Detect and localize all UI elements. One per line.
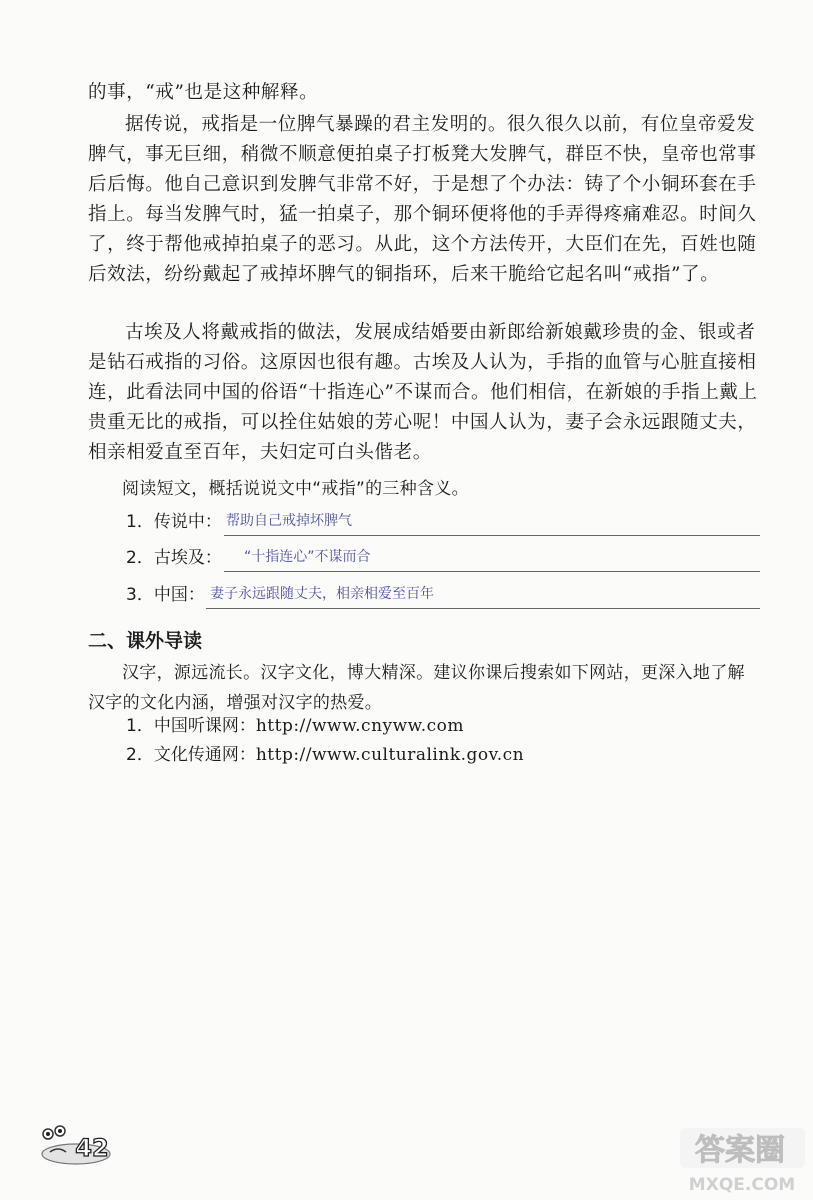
answer-line-3 — [126, 581, 760, 609]
answer-label: 1．传说中： — [126, 512, 222, 532]
section-title: 二、课外导读 — [88, 630, 203, 652]
link-label: 2．文化传通网： — [126, 745, 256, 765]
page-number: 42 — [75, 1134, 109, 1162]
watermark-site: MXQE.COM — [688, 1175, 796, 1195]
section-intro: 汉字，源远流长。汉字文化，博大精深。建议你课后搜索如下网站，更深入地了解汉字的文化内涵，增强对汉字的热爱。 — [88, 663, 745, 713]
answer-label: 2．古埃及： — [126, 548, 222, 568]
link-url[interactable]: http://www.culturalink.gov.cn — [255, 745, 525, 765]
underline — [224, 535, 760, 536]
link-label: 1．中国听课网： — [126, 716, 256, 736]
underline — [224, 571, 760, 572]
snail-page-number-icon — [40, 1118, 116, 1166]
question-prompt: 阅读短文，概括说说文中“戒指”的三种含义。 — [122, 479, 469, 499]
answer-line-1 — [126, 508, 760, 536]
answer-text: 妻子永远跟随丈夫，相亲相爱至百年 — [210, 586, 434, 602]
paragraph-egypt: 古埃及人将戴戒指的做法，发展成结婚要由新郎给新娘戴珍贵的金、银或者是钻石戒指的习俗。这原因也很有趣。古埃及人认为，手指的血管与心脏直接相连，此看法同中国的俗语“十指连心”不谋而合。他们相信，在新娘的手指上戴上贵重无比的戒指，可以拴住姑娘的芳心呢！中国人认为，妻子会永远跟随丈夫，相亲相爱直至百年，夫妇定可白头偕老。 — [88, 322, 758, 463]
link-item — [126, 712, 464, 740]
watermark-logo-text: 答案圈 — [695, 1133, 785, 1168]
paragraph-continuation: 的事，“戒”也是这种解释。 — [88, 82, 319, 103]
answer-line-2 — [126, 544, 760, 572]
link-item — [126, 741, 524, 769]
link-url[interactable]: http://www.cnyww.com — [255, 716, 464, 736]
paragraph-legend: 据传说，戒指是一位脾气暴躁的君主发明的。很久很久以前，有位皇帝爱发脾气，事无巨细，稍微不顺意便拍桌子打板凳大发脾气，群臣不快，皇帝也常事后后悔。他自己意识到发脾气非常不好，于是想了个办法：铸了个小铜环套在手指上。每当发脾气时，猛一拍桌子，那个铜环便将他的手弄得疼痛难忍。时间久了，终于帮他戒掉拍桌子的恶习。从此，这个方法传开，大臣们在先，百姓也随后效法，纷纷戴起了戒掉坏脾气的铜指环，后来干脆给它起名叫“戒指”了。 — [88, 114, 757, 285]
answer-label: 3．中国： — [126, 585, 205, 605]
watermark-logo — [680, 1128, 805, 1198]
answer-text: “十指连心”不谋而合 — [244, 549, 371, 565]
answer-text: 帮助自己戒掉坏脾气 — [226, 513, 352, 529]
underline — [206, 608, 760, 609]
